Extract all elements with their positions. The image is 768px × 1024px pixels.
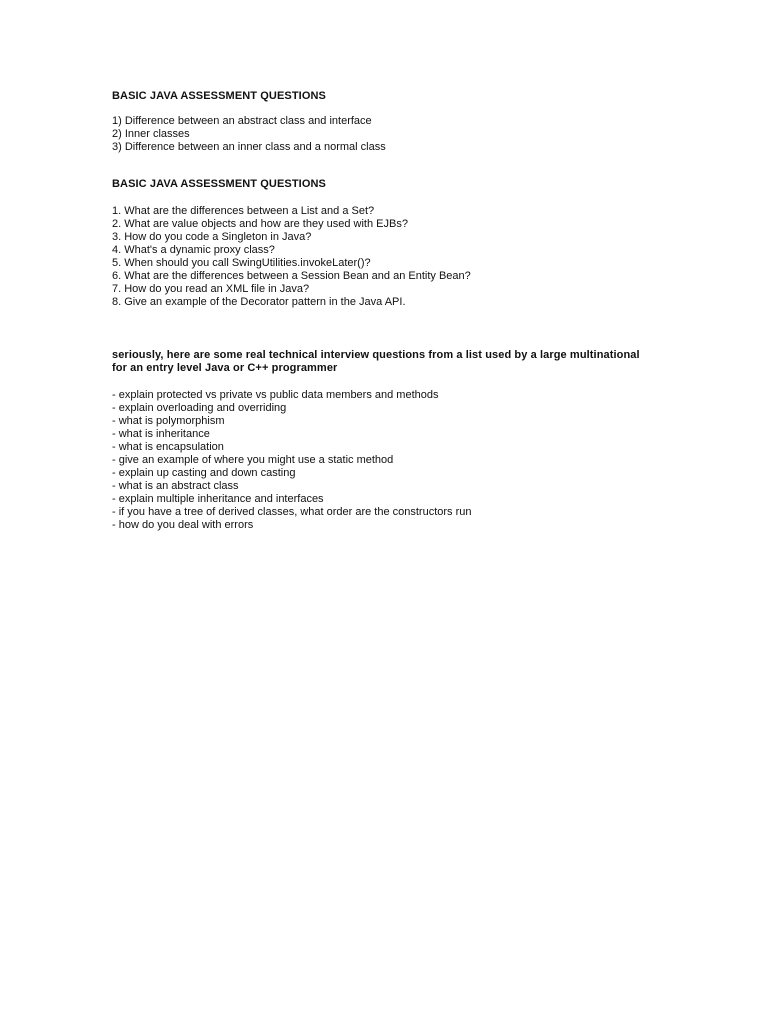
section3-item: - if you have a tree of derived classes, what order are the constructors run [112,506,472,518]
section1-heading: BASIC JAVA ASSESSMENT QUESTIONS [112,90,326,102]
section3-item: - what is an abstract class [112,480,239,492]
section3-item: - explain overloading and overriding [112,402,287,414]
section2-item: 1. What are the differences between a List and a Set? [112,205,375,217]
section3-heading-line2: for an entry level Java or C++ programmer [112,362,338,374]
section3-item: - explain multiple inheritance and interfaces [112,493,324,505]
section2-item: 7. How do you read an XML file in Java? [112,283,310,295]
section2-item: 8. Give an example of the Decorator pattern in the Java API. [112,296,406,308]
section3-list [112,389,672,532]
section2-item: 4. What's a dynamic proxy class? [112,244,275,256]
section1-item: 2) Inner classes [112,128,190,140]
section3-item: - what is polymorphism [112,415,225,427]
section2-item: 5. When should you call SwingUtilities.invokeLater()? [112,257,371,269]
section3-item: - explain up casting and down casting [112,467,296,479]
section2-item: 2. What are value objects and how are they used with EJBs? [112,218,408,230]
section3-item: - how do you deal with errors [112,519,254,531]
section1-item: 1) Difference between an abstract class and interface [112,115,372,127]
section3-item: - what is encapsulation [112,441,224,453]
section3-item: - give an example of where you might use a static method [112,454,394,466]
section2-item: 6. What are the differences between a Session Bean and an Entity Bean? [112,270,471,282]
section3-heading [112,349,672,375]
document-body [112,89,672,532]
section3-item: - what is inheritance [112,428,210,440]
section2-list [112,205,672,309]
section1-item: 3) Difference between an inner class and a normal class [112,141,386,153]
section2-heading: BASIC JAVA ASSESSMENT QUESTIONS [112,178,326,190]
section1-list [112,115,672,154]
section3-item: - explain protected vs private vs public data members and methods [112,389,439,401]
section3-heading-line1: seriously, here are some real technical interview questions from a list used by a large multinational [112,349,640,361]
section2-item: 3. How do you code a Singleton in Java? [112,231,312,243]
